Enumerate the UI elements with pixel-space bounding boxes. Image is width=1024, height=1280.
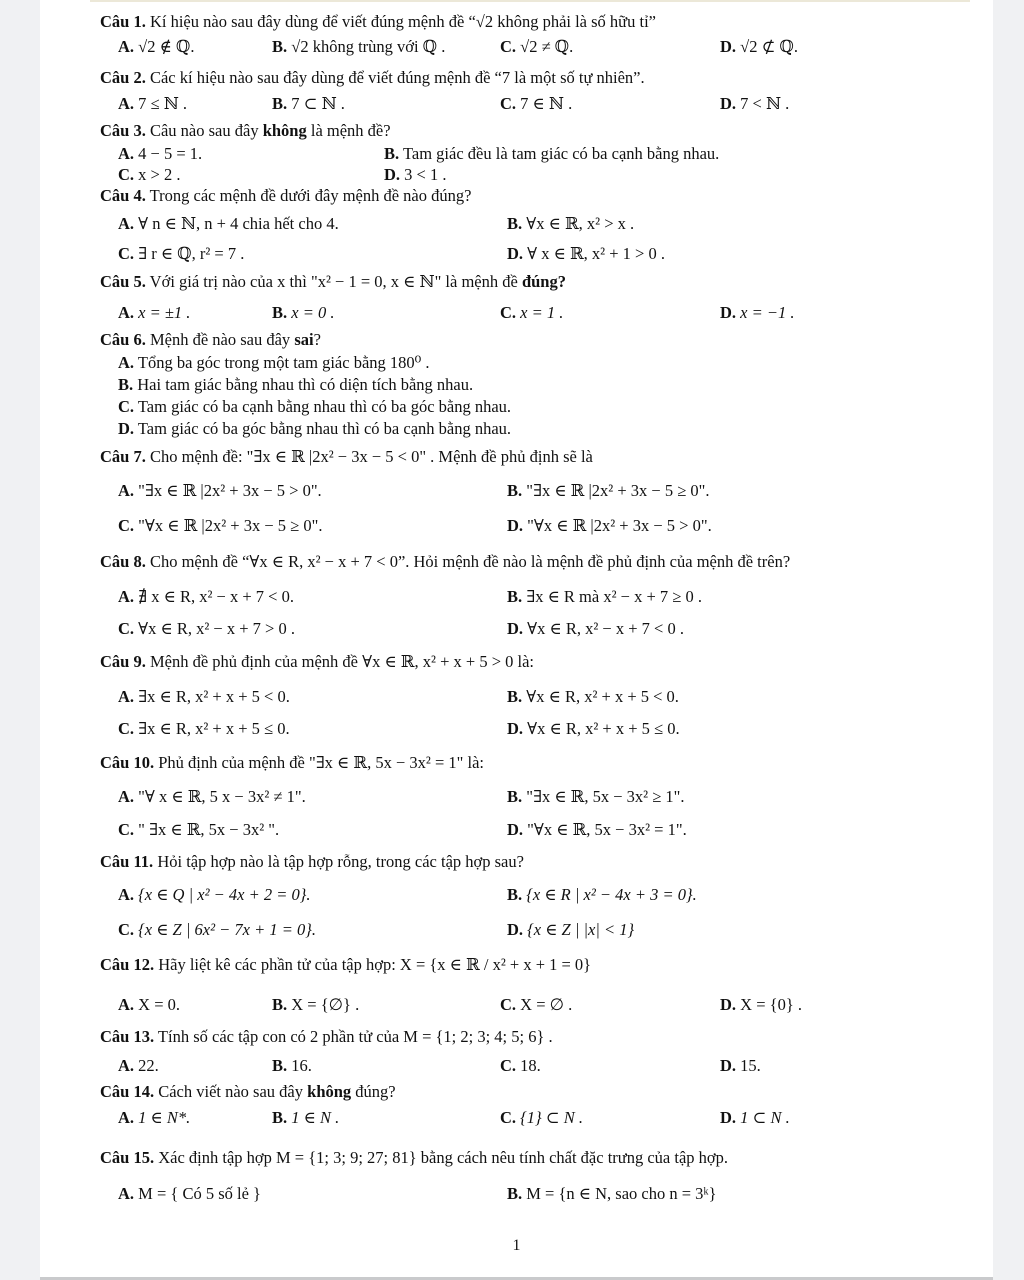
option-a: A. 1 ∈ N*. [118,1108,191,1127]
option-a: A. ∃x ∈ R, x² + x + 5 < 0. [118,687,290,706]
question-6: Câu 6. Mệnh đề nào sau đây sai? [100,330,321,349]
option-b: B. X = {∅} . [272,995,360,1014]
question-number: Câu 12. [100,955,155,974]
option-b: B. ∃x ∈ R mà x² − x + 7 ≥ 0 . [507,587,702,606]
question-text: Hãy liệt kê các phần tử của tập hợp: X = {x ∈ ℝ / x² + x + 1 = 0} [158,955,592,974]
question-number: Câu 15. [100,1148,155,1167]
option-b: B. Hai tam giác bằng nhau thì có diện tích bằng nhau. [118,375,474,394]
page-number: 1 [512,1237,521,1254]
option-c: C. {1} ⊂ N . [500,1108,583,1127]
option-d: D. Tam giác có ba góc bằng nhau thì có ba cạnh bằng nhau. [118,419,512,438]
question-text: Xác định tập hợp M = {1; 3; 9; 27; 81} bằng cách nêu tính chất đặc trưng của tập hợp. [158,1148,728,1167]
option-b: B. M = {n ∈ N, sao cho n = 3ᵏ} [507,1184,717,1203]
question-number: Câu 7. [100,447,146,466]
question-4-options-row1 [118,213,978,235]
question-13 [100,1027,553,1047]
question-14-options [118,1107,978,1129]
option-a: A. ∀ n ∈ ℕ, n + 4 chia hết cho 4. [118,214,339,233]
question-number: Câu 4. [100,186,146,205]
option-d: D. ∀ x ∈ ℝ, x² + 1 > 0 . [507,244,665,263]
question-number: Câu 14. [100,1082,155,1101]
question-12-options [118,994,978,1016]
option-a: A. 4 − 5 = 1. [118,144,203,163]
question-2 [100,68,645,88]
option-c: C. ∀x ∈ R, x² − x + 7 > 0 . [118,619,295,638]
question-text: Các kí hiệu nào sau đây dùng để viết đúng mệnh đề “7 là một số tự nhiên”. [149,68,645,87]
option-b: B. √2 không trùng với ℚ . [272,37,446,56]
option-d: D. X = {0} . [720,995,802,1014]
option-a: A. "∀ x ∈ ℝ, 5 x − 3x² ≠ 1". [118,787,306,806]
option-a: A. √2 ∉ ℚ. [118,37,195,56]
option-b: B. "∃x ∈ ℝ, 5x − 3x² ≥ 1". [507,787,685,806]
question-4 [100,186,471,206]
option-c: C. "∀x ∈ ℝ |2x² + 3x − 5 ≥ 0". [118,516,323,535]
option-b: B. Tam giác đều là tam giác có ba cạnh bằng nhau. [384,144,720,163]
option-a: A. {x ∈ Q | x² − 4x + 2 = 0}. [118,885,311,904]
option-b: B. ∀x ∈ ℝ, x² > x . [507,214,635,233]
option-d: D. ∀x ∈ R, x² + x + 5 ≤ 0. [507,719,680,738]
question-text: Kí hiệu nào sau đây dùng để viết đúng mệnh đề “√2 không phải là số hữu tỉ” [149,12,656,31]
question-number: Câu 6. [100,330,146,349]
option-a: A. X = 0. [118,995,181,1014]
option-c: C. Tam giác có ba cạnh bằng nhau thì có ba góc bằng nhau. [118,397,512,416]
option-d: D. x = −1 . [720,303,795,322]
question-number: Câu 11. [100,852,154,871]
page-top-edge [90,0,970,2]
question-15-options [118,1183,978,1205]
question-11-options-row1 [118,884,978,906]
option-a: A. Tổng ba góc trong một tam giác bằng 180⁰ . [118,353,430,372]
question-7 [100,447,593,467]
question-3: Câu 3. Câu nào sau đây không là mệnh đề? [100,121,391,140]
question-11-options-row2 [118,919,978,941]
option-c: C. X = ∅ . [500,995,573,1014]
question-text: Mệnh đề phủ định của mệnh đề ∀x ∈ ℝ, x² + x + 5 > 0 là: [149,652,534,671]
document-page [40,0,993,1280]
question-10 [100,753,484,773]
question-8 [100,552,790,572]
question-text: Phủ định của mệnh đề "∃x ∈ ℝ, 5x − 3x² = 1" là: [158,753,485,772]
question-12 [100,955,591,975]
question-8-options-row2 [118,618,978,640]
question-number: Câu 1. [100,12,146,31]
option-b: B. 7 ⊂ ℕ . [272,94,345,113]
option-a: A. x = ±1 . [118,303,191,322]
option-b: B. x = 0 . [272,303,335,322]
question-3-options-row1 [118,143,978,165]
question-text: Tính số các tập con có 2 phần tử của M = {1; 2; 3; 4; 5; 6} . [157,1027,553,1046]
option-c: C. ∃ r ∈ ℚ, r² = 7 . [118,244,245,263]
option-a: A. "∃x ∈ ℝ |2x² + 3x − 5 > 0". [118,481,322,500]
option-d: D. ∀x ∈ R, x² − x + 7 < 0 . [507,619,684,638]
question-number: Câu 13. [100,1027,155,1046]
question-8-options-row1 [118,586,978,608]
question-9 [100,652,534,672]
question-4-options-row2 [118,243,978,265]
option-c: C. x = 1 . [500,303,564,322]
question-14: Câu 14. Cách viết nào sau đây không đúng? [100,1082,396,1101]
option-d: D. "∀x ∈ ℝ |2x² + 3x − 5 > 0". [507,516,712,535]
option-d: D. √2 ⊄ ℚ. [720,37,799,56]
question-10-options-row2 [118,819,978,841]
question-number: Câu 5. [100,272,146,291]
option-d: D. 3 < 1 . [384,165,447,184]
question-text: Hỏi tập hợp nào là tập hợp rỗng, trong các tập hợp sau? [157,852,524,871]
option-c: C. 7 ∈ ℕ . [500,94,573,113]
question-number: Câu 8. [100,552,146,571]
option-c: C. " ∃x ∈ ℝ, 5x − 3x² ". [118,820,280,839]
question-number: Câu 3. [100,121,146,140]
option-a: A. 7 ≤ ℕ . [118,94,188,113]
option-c: C. 18. [500,1056,541,1075]
question-11 [100,852,524,872]
option-c: C. ∃x ∈ R, x² + x + 5 ≤ 0. [118,719,290,738]
option-d: D. "∀x ∈ ℝ, 5x − 3x² = 1". [507,820,687,839]
question-5: Câu 5. Với giá trị nào của x thì "x² − 1 = 0, x ∈ ℕ" là mệnh đề đúng? [100,272,566,291]
question-13-options [118,1055,978,1077]
option-b: B. {x ∈ R | x² − 4x + 3 = 0}. [507,885,697,904]
question-text: Cho mệnh đề “∀x ∈ R, x² − x + 7 < 0”. Hỏi mệnh đề nào là mệnh đề phủ định của mệnh đề trên? [149,552,791,571]
question-5-options [118,302,978,324]
option-b: B. ∀x ∈ R, x² + x + 5 < 0. [507,687,679,706]
question-1 [100,12,656,32]
question-7-options-row2 [118,515,978,537]
option-b: B. "∃x ∈ ℝ |2x² + 3x − 5 ≥ 0". [507,481,710,500]
question-10-options-row1 [118,786,978,808]
question-text: Trong các mệnh đề dưới đây mệnh đề nào đúng? [149,186,472,205]
question-7-options-row1 [118,480,978,502]
option-d: D. 7 < ℕ . [720,94,790,113]
option-b: B. 1 ∈ N . [272,1108,340,1127]
question-number: Câu 2. [100,68,146,87]
option-c: C. x > 2 . [118,165,181,184]
question-number: Câu 10. [100,753,155,772]
question-text: Cho mệnh đề: "∃x ∈ ℝ |2x² − 3x − 5 < 0" . Mệnh đề phủ định sẽ là [149,447,593,466]
option-b: B. 16. [272,1056,312,1075]
question-9-options-row2 [118,718,978,740]
option-d: D. 1 ⊂ N . [720,1108,790,1127]
question-9-options-row1 [118,686,978,708]
option-c: C. {x ∈ Z | 6x² − 7x + 1 = 0}. [118,920,316,939]
option-a: A. 22. [118,1056,159,1075]
option-a: A. ∄ x ∈ R, x² − x + 7 < 0. [118,587,294,606]
question-number: Câu 9. [100,652,146,671]
question-15 [100,1148,728,1168]
question-2-options [118,93,978,115]
option-c: C. √2 ≠ ℚ. [500,37,574,56]
option-a: A. M = { Có 5 số lẻ } [118,1184,261,1203]
option-d: D. 15. [720,1056,761,1075]
question-3-options-row2 [118,164,978,186]
option-d: D. {x ∈ Z | |x| < 1} [507,920,635,939]
question-1-options [118,36,978,58]
